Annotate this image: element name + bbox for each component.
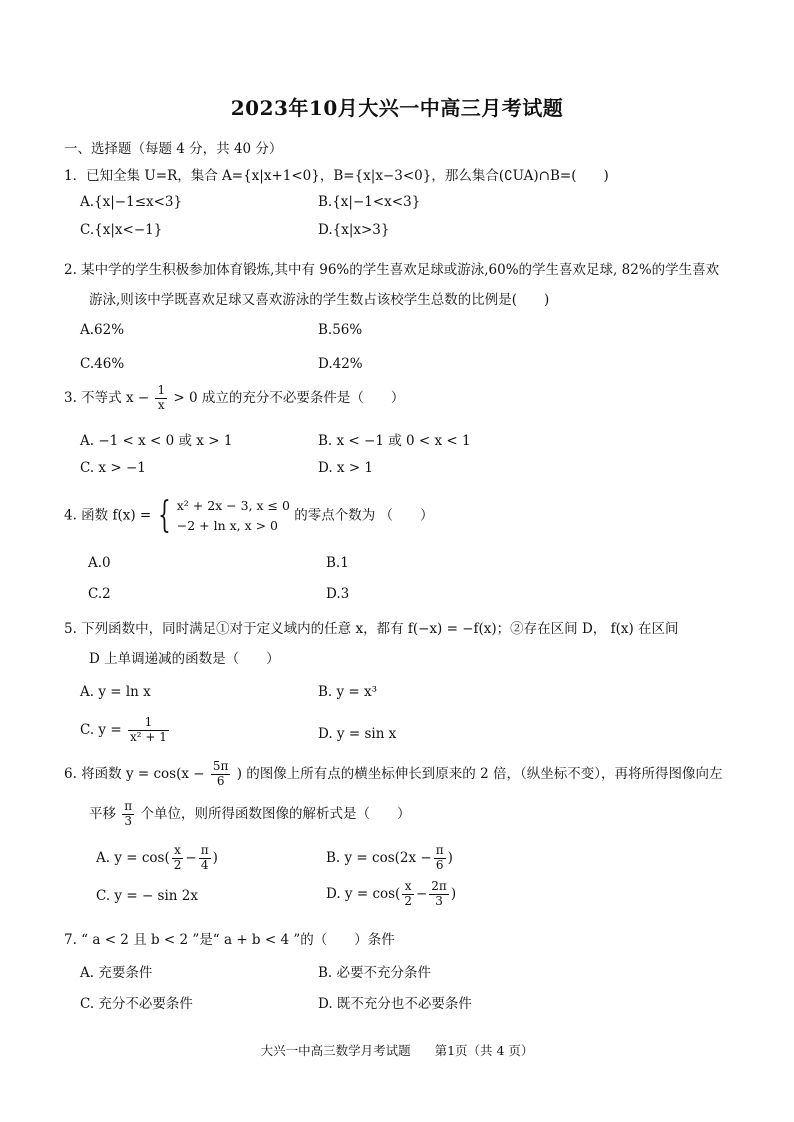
question-6-stem-pre: 6. 将函数 y = cos(x − (64, 765, 205, 782)
question-6-option-d-pre: D. y = cos( (326, 885, 401, 902)
question-6-option-d-fraction-2 (429, 880, 449, 909)
question-5-line-1: 5. 下列函数中，同时满足①对于定义域内的任意 x，都有 f(−x) = −f(x)；②存在区间 D， f(x) 在区间 (64, 621, 679, 637)
question-6-line-2-denominator: 3 (124, 813, 133, 828)
question-1-option-a: A.{x|−1≤x<3} (80, 194, 183, 210)
question-5-option-c (80, 716, 171, 745)
question-6-stem-post: ) 的图像上所有点的横坐标伸长到原来的 2 倍，（纵坐标不变），再将所得图像向左 (236, 765, 723, 782)
question-6-option-d-num-1: x (402, 880, 414, 895)
question-1-stem: 1．已知全集 U=R，集合 A={x|x+1<0}，B={x|x−3<0}，那么集合(∁UA)∩B=( ) (64, 168, 609, 184)
question-2-option-c: C.46% (80, 356, 125, 372)
question-6-option-d-den-2: 3 (435, 893, 443, 908)
page-footer (0, 1041, 794, 1059)
question-6-option-d-num-2: 2π (431, 879, 447, 893)
question-1-option-b: B.{x|−1<x<3} (318, 194, 421, 210)
question-6-option-a-num-2: π (200, 843, 209, 857)
question-4-stem-pre: 4. 函数 f(x) = (64, 507, 152, 524)
question-6-line-2-post: 个单位，则所得函数图像的解析式是（ ） (140, 805, 411, 822)
question-6-option-d-den-1: 2 (404, 893, 412, 908)
question-7-stem: 7. “ a < 2 且 b < 2 ”是“ a + b < 4 ”的（ ）条件 (64, 932, 395, 948)
piecewise-brace: { (157, 495, 171, 536)
question-6-fraction-numerator: 5π (212, 759, 229, 773)
question-3-stem-post: > 0 成立的充分不必要条件是（ ） (173, 389, 405, 406)
section-heading: 一、选择题（每题 4 分，共 40 分） (64, 141, 283, 157)
question-6-line-2-fraction (122, 800, 134, 829)
question-6-line-2-pre: 平移 (89, 805, 116, 822)
question-1-option-d: D.{x|x>3} (318, 222, 390, 238)
piecewise-case-2: −2 + ln x, x > 0 (176, 518, 279, 533)
question-5-option-c-pre: C. y = (80, 721, 122, 738)
question-6-option-d-fraction-1 (402, 880, 414, 909)
question-6-option-a-den-1: 2 (173, 857, 182, 872)
question-4-option-a: A.0 (88, 555, 111, 571)
piecewise-cases (177, 496, 290, 536)
question-3-option-a: A. −1 < x < 0 或 x > 1 (80, 433, 233, 449)
question-6-option-a (96, 844, 218, 873)
question-6-option-c: C. y = − sin 2x (96, 888, 198, 904)
question-3-fraction-denominator: x (157, 397, 165, 412)
question-6-option-d-post: ) (450, 885, 457, 902)
question-2-option-d: D.42% (318, 356, 363, 372)
question-6-option-a-fraction-2 (199, 844, 211, 873)
question-6-option-b-post: ) (447, 849, 453, 866)
question-6-option-a-pre: A. y = cos( (96, 849, 170, 866)
question-5-line-2: D 上单调递减的函数是（ ） (89, 651, 280, 667)
question-3-stem-pre: 3. 不等式 x − (64, 389, 150, 406)
question-3-fraction-numerator: 1 (157, 383, 166, 397)
question-5-option-d: D. y = sin x (318, 726, 397, 742)
question-3-stem (64, 384, 404, 413)
question-6-option-b-fraction (434, 844, 446, 873)
question-6-fraction (211, 760, 231, 789)
question-2-option-b: B.56% (318, 322, 363, 338)
question-7-option-a: A. 充要条件 (80, 965, 153, 981)
question-5-option-c-numerator: 1 (128, 716, 169, 731)
piecewise-case-1: x² + 2x − 3, x ≤ 0 (176, 498, 290, 513)
page-title: 2023年10月大兴一中高三月考试题 (230, 96, 564, 120)
question-3-option-c: C. x > −1 (80, 460, 146, 476)
footer-page-number: 第1页（共 4 页） (434, 1043, 534, 1058)
question-7-option-d: D. 既不充分也不必要条件 (318, 996, 472, 1012)
question-6-line-1 (64, 760, 722, 789)
question-4-option-b: B.1 (326, 555, 349, 571)
question-4-stem-post: 的零点个数为 （ ） (294, 507, 434, 524)
question-6-line-2-numerator: π (124, 799, 133, 813)
question-2-line-2: 游泳,则该中学既喜欢足球又喜欢游泳的学生数占该校学生总数的比例是( ) (89, 292, 550, 308)
question-4-option-c: C.2 (88, 586, 111, 602)
question-6-option-b-den: 6 (435, 857, 444, 872)
question-6-option-b-num: π (435, 843, 444, 857)
question-7-option-c: C. 充分不必要条件 (80, 996, 193, 1012)
question-6-line-2 (89, 800, 410, 829)
question-5-option-c-fraction (128, 716, 169, 745)
question-6-option-a-minus: − (185, 849, 197, 866)
question-6-fraction-denominator: 6 (216, 773, 225, 788)
footer-exam-name: 大兴一中高三数学月考试题 (260, 1043, 411, 1058)
question-4-stem (64, 496, 434, 536)
question-6-option-b-pre: B. y = cos(2x − (326, 849, 432, 866)
question-3-option-b: B. x < −1 或 0 < x < 1 (318, 433, 471, 449)
question-6-option-d-minus: − (415, 885, 428, 902)
question-6-option-a-fraction-1 (172, 844, 184, 873)
question-3-option-d: D. x > 1 (318, 460, 374, 476)
question-7-option-b: B. 必要不充分条件 (318, 965, 432, 981)
question-1-option-c: C.{x|x<−1} (80, 222, 163, 238)
question-6-option-d (326, 880, 456, 909)
question-6-option-a-num-1: x (172, 844, 184, 859)
question-6-option-b (326, 844, 453, 873)
question-3-fraction (155, 384, 167, 413)
question-5-option-a: A. y = ln x (80, 684, 151, 700)
question-6-option-a-post: ) (212, 849, 218, 866)
question-2-line-1: 2. 某中学的学生积极参加体育锻炼,其中有 96%的学生喜欢足球或游泳,60%的学生喜欢足球, 82%的学生喜欢 (64, 262, 720, 278)
question-2-option-a: A.62% (80, 322, 125, 338)
question-6-option-a-den-2: 4 (200, 857, 209, 872)
question-5-option-b: B. y = x³ (318, 684, 378, 700)
question-5-option-c-denominator: x² + 1 (129, 729, 167, 744)
question-4-option-d: D.3 (326, 586, 350, 602)
